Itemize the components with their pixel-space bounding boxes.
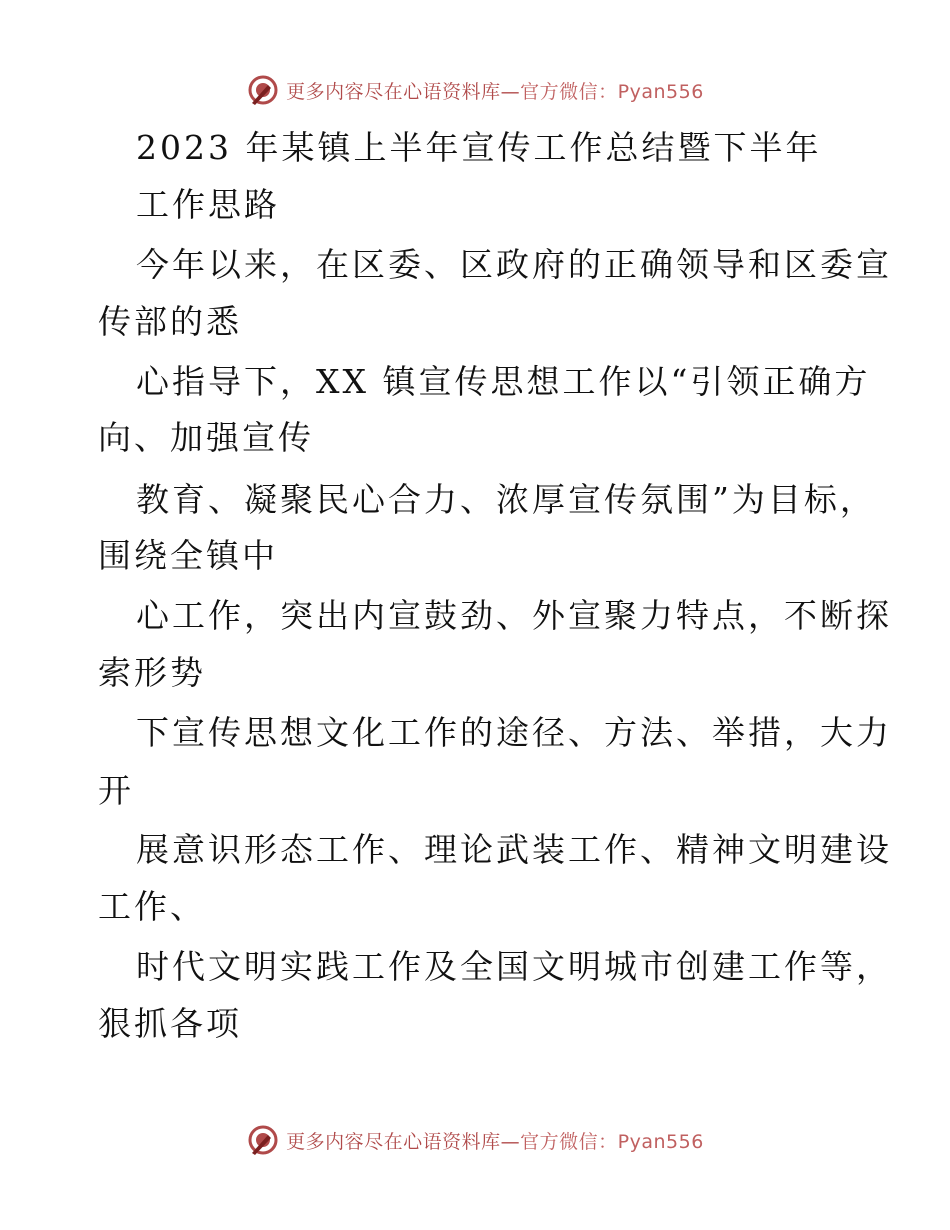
paragraph-line: 心工作，突出内宣鼓劲、外宣聚力特点，不断探 bbox=[136, 596, 892, 635]
header-wechat: 官方微信：Pyan556 bbox=[520, 80, 704, 103]
paragraph-line: 心指导下，XX 镇宣传思想工作以“引领正确方 bbox=[136, 362, 871, 401]
footer-separator: — bbox=[500, 1130, 521, 1153]
paragraph-line: 下宣传思想文化工作的途径、方法、举措，大力 bbox=[136, 713, 892, 752]
paragraph-line: 教育、凝聚民心合力、浓厚宣传氛围”为目标， bbox=[136, 480, 876, 519]
footer-text: 更多内容尽在心语资料库 bbox=[286, 1130, 501, 1153]
pen-logo-icon bbox=[246, 1123, 280, 1157]
title-line-1: 2023 年某镇上半年宣传工作总结暨下半年 bbox=[136, 128, 822, 167]
header-banner bbox=[0, 70, 950, 110]
paragraph-line: 狠抓各项 bbox=[98, 1004, 242, 1043]
title-line-2: 工作思路 bbox=[136, 185, 280, 224]
paragraph-line: 今年以来，在区委、区政府的正确领导和区委宣 bbox=[136, 245, 892, 284]
paragraph-line: 开 bbox=[98, 771, 134, 810]
paragraph-line: 展意识形态工作、理论武装工作、精神文明建设 bbox=[136, 830, 892, 869]
header-separator: — bbox=[500, 80, 521, 103]
header-text: 更多内容尽在心语资料库 bbox=[286, 80, 501, 103]
pen-logo-icon bbox=[246, 73, 280, 107]
footer-banner bbox=[0, 1120, 950, 1160]
paragraph-line: 向、加强宣传 bbox=[98, 418, 314, 457]
footer-wechat: 官方微信：Pyan556 bbox=[520, 1130, 704, 1153]
paragraph-line: 工作、 bbox=[98, 887, 206, 926]
paragraph-line: 索形势 bbox=[98, 653, 206, 692]
paragraph-line: 围绕全镇中 bbox=[98, 536, 278, 575]
paragraph-line: 传部的悉 bbox=[98, 302, 242, 341]
paragraph-line: 时代文明实践工作及全国文明城市创建工作等， bbox=[136, 947, 892, 986]
